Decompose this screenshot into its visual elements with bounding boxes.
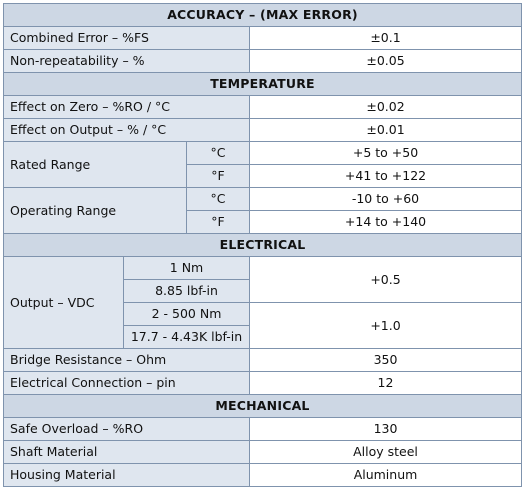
row-value: 350 — [250, 349, 522, 372]
row-label: Operating Range — [4, 188, 187, 234]
table-row — [4, 349, 522, 372]
row-label: Rated Range — [4, 142, 187, 188]
unit-label: °C — [187, 188, 250, 211]
section-header-accuracy — [4, 4, 522, 27]
row-value: -10 to +60 — [250, 188, 522, 211]
table-row — [4, 119, 522, 142]
section-title: TEMPERATURE — [4, 73, 522, 96]
row-value: ±0.05 — [250, 50, 522, 73]
row-value: ±0.02 — [250, 96, 522, 119]
row-label: Output – VDC — [4, 257, 124, 349]
section-header-mechanical — [4, 395, 522, 418]
row-value: 12 — [250, 372, 522, 395]
row-label: Combined Error – %FS — [4, 27, 250, 50]
table-row — [4, 257, 522, 280]
row-value: Alloy steel — [250, 441, 522, 464]
section-title: MECHANICAL — [4, 395, 522, 418]
row-label: Shaft Material — [4, 441, 250, 464]
unit-label: °F — [187, 165, 250, 188]
row-label: Non-repeatability – % — [4, 50, 250, 73]
row-value: +14 to +140 — [250, 211, 522, 234]
section-header-temperature — [4, 73, 522, 96]
capacity-label: 8.85 lbf-in — [124, 280, 250, 303]
row-label: Safe Overload – %RO — [4, 418, 250, 441]
row-label: Electrical Connection – pin — [4, 372, 250, 395]
section-title: ELECTRICAL — [4, 234, 522, 257]
table-row — [4, 372, 522, 395]
table-row — [4, 50, 522, 73]
row-value: ±0.1 — [250, 27, 522, 50]
table-row — [4, 418, 522, 441]
row-value: ±0.01 — [250, 119, 522, 142]
row-value: Aluminum — [250, 464, 522, 487]
row-value: +41 to +122 — [250, 165, 522, 188]
row-label: Housing Material — [4, 464, 250, 487]
table-row — [4, 464, 522, 487]
table-row — [4, 27, 522, 50]
row-label: Effect on Zero – %RO / °C — [4, 96, 250, 119]
section-title: ACCURACY – (MAX ERROR) — [4, 4, 522, 27]
table-row — [4, 96, 522, 119]
section-header-electrical — [4, 234, 522, 257]
capacity-label: 2 - 500 Nm — [124, 303, 250, 326]
capacity-label: 17.7 - 4.43K lbf-in — [124, 326, 250, 349]
capacity-label: 1 Nm — [124, 257, 250, 280]
row-value: +0.5 — [250, 257, 522, 303]
specifications-table — [3, 3, 522, 487]
unit-label: °F — [187, 211, 250, 234]
unit-label: °C — [187, 142, 250, 165]
row-label: Effect on Output – % / °C — [4, 119, 250, 142]
row-value: +1.0 — [250, 303, 522, 349]
row-value: +5 to +50 — [250, 142, 522, 165]
table-row — [4, 142, 522, 165]
row-value: 130 — [250, 418, 522, 441]
table-row — [4, 441, 522, 464]
row-label: Bridge Resistance – Ohm — [4, 349, 250, 372]
table-row — [4, 188, 522, 211]
